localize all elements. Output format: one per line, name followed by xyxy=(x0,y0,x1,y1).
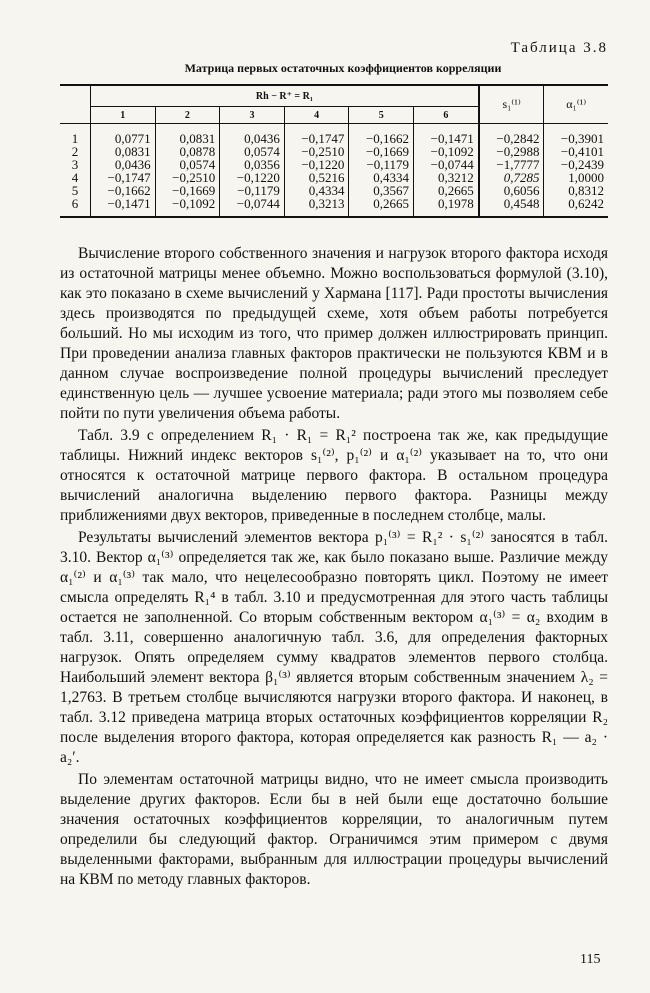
cell: 0,4334 xyxy=(284,184,349,197)
cell: −0,1669 xyxy=(349,145,414,158)
cell: −0,1220 xyxy=(220,171,285,184)
cell: −0,1662 xyxy=(91,184,156,197)
col-header: 2 xyxy=(155,107,220,124)
row-label: 6 xyxy=(71,196,79,211)
cell: 0,3212 xyxy=(414,171,479,184)
cell: 0,0436 xyxy=(220,132,285,145)
residual-correlation-table xyxy=(60,84,608,218)
cell: −0,1220 xyxy=(284,158,349,171)
table-row xyxy=(60,197,608,210)
table-label: Таблица 3.8 xyxy=(510,40,608,56)
col-header: 6 xyxy=(414,107,479,124)
cell: 0,0574 xyxy=(155,158,220,171)
cell-alpha: 0,8312 xyxy=(544,184,608,197)
row-label: 1 xyxy=(71,131,79,146)
page-number: 115 xyxy=(580,952,601,967)
cell: −0,1179 xyxy=(349,158,414,171)
cell-s: −0,2842 xyxy=(479,132,544,145)
col-header: 3 xyxy=(220,107,285,124)
cell-alpha: −0,2439 xyxy=(544,158,608,171)
table-title: Матрица первых остаточных коэффициентов корреляции xyxy=(184,61,502,75)
cell: −0,0744 xyxy=(414,158,479,171)
paragraph: Результаты вычислений элементов вектора p₁⁽³⁾ = R₁² · s₁⁽²⁾ заносятся в табл. 3.10. Вектор α₁⁽³⁾ определяется так же, как было показано выше. Различие между α₁⁽²⁾ и α₁⁽³⁾ так мало, что нецелесообразно повторять цикл. Поэтому не имеет смысла определять R₁⁴ в табл. 3.10 и предусмотренная для этого часть таблицы остается не заполненной. Со вторым собственным вектором α₁⁽³⁾ = α₂ входим в табл. 3.11, совершенно аналогичную табл. 3.6, для определения факторных нагрузок. Опять определяем сумму квадратов элементов первого столбца. Наибольший элемент вектора β₁⁽³⁾ является вторым собственным значением λ₂ = 1,2763. В третьем столбце вычисляются нагрузки второго фактора. И наконец, в табл. 3.12 приведена матрица вторых остаточных коэффициентов корреляции R₂ после выделения второго фактора, которая определяется как разность R₁ — a₂ · a₂′. xyxy=(60,529,608,766)
s-header: s₁⁽¹⁾ xyxy=(479,85,544,124)
cell-s: −0,2988 xyxy=(479,145,544,158)
cell: −0,2510 xyxy=(284,145,349,158)
cell: −0,1092 xyxy=(414,145,479,158)
paragraph: Вычисление второго собственного значения и нагрузок второго фактора исходя из остаточной матрицы менее объемно. Можно воспользоваться формулой (3.10), как это показано в схеме вычислений у Хармана [117]. Ради простоты вычисления здесь производятся по предыдущей схеме, хотя объем работы потребуется больший. Но мы исходим из того, что пример должен иллюстрировать принцип. При проведении анализа главных факторов практически не пользуются КВМ и в данном случае воспроизведение полной процедуры вычислений преследует единственную цель — лучшее усвоение материала; ради этого мы позволяем себе пойти по пути увеличения объема работы. xyxy=(60,245,608,422)
cell: 0,0878 xyxy=(155,145,220,158)
cell-s: 0,4548 xyxy=(479,197,544,210)
paragraph: По элементам остаточной матрицы видно, что не имеет смысла производить выделение других факторов. Если бы в ней были еще достаточно большие значения остаточных коэффициентов корреляции, то аналогичным путем определили бы следующий фактор. Ограничимся этим примером с двумя выделенными факторами, выбранным для иллюстрации процедуры вычислений на КВМ по методу главных факторов. xyxy=(60,771,608,888)
row-label: 4 xyxy=(71,170,79,185)
cell-alpha: 1,0000 xyxy=(544,171,608,184)
cell: −0,1662 xyxy=(349,132,414,145)
cell-alpha: −0,3901 xyxy=(544,132,608,145)
cell: 0,0356 xyxy=(220,158,285,171)
body-text xyxy=(60,244,608,890)
cell: 0,0574 xyxy=(220,145,285,158)
cell: −0,1471 xyxy=(414,132,479,145)
cell-s: −1,7777 xyxy=(479,158,544,171)
cell: 0,0831 xyxy=(155,132,220,145)
row-label: 3 xyxy=(71,157,79,172)
cell: −0,2510 xyxy=(155,171,220,184)
cell: −0,1747 xyxy=(91,171,156,184)
cell: 0,3213 xyxy=(284,197,349,210)
cell: −0,1747 xyxy=(284,132,349,145)
cell-s: 0,7285 xyxy=(479,171,544,184)
cell: 0,1978 xyxy=(414,197,479,210)
cell: −0,1471 xyxy=(91,197,156,210)
paragraph: Табл. 3.9 с определением R₁ · R₁ = R₁² построена так же, как предыдущие таблицы. Нижний индекс векторов s₁⁽²⁾, p₁⁽²⁾ и α₁⁽²⁾ указывает на то, что они относятся к остаточной матрице первого фактора. В остальном процедура вычислений аналогична выделению первого фактора. Разницы между приближениями двух векторов, приведенные в последнем столбце, малы. xyxy=(60,427,608,524)
cell: 0,0771 xyxy=(91,132,156,145)
page xyxy=(60,40,608,892)
group-header: Rh − R⁺ = R₁ xyxy=(91,85,479,107)
cell-s: 0,6056 xyxy=(479,184,544,197)
cell: 0,2665 xyxy=(414,184,479,197)
cell: 0,5216 xyxy=(284,171,349,184)
cell: −0,0744 xyxy=(220,197,285,210)
col-header: 1 xyxy=(91,107,156,124)
cell: 0,2665 xyxy=(349,197,414,210)
cell: −0,1179 xyxy=(220,184,285,197)
col-header: 5 xyxy=(349,107,414,124)
cell-alpha: 0,6242 xyxy=(544,197,608,210)
row-label-header xyxy=(60,85,91,124)
row-label: 5 xyxy=(71,183,79,198)
cell: 0,4334 xyxy=(349,171,414,184)
cell: 0,0831 xyxy=(91,145,156,158)
cell: 0,3567 xyxy=(349,184,414,197)
row-label: 2 xyxy=(71,144,79,159)
col-header: 4 xyxy=(284,107,349,124)
cell: −0,1669 xyxy=(155,184,220,197)
cell: 0,0436 xyxy=(91,158,156,171)
cell-alpha: −0,4101 xyxy=(544,145,608,158)
alpha-header: α₁⁽¹⁾ xyxy=(544,85,608,124)
cell: −0,1092 xyxy=(155,197,220,210)
